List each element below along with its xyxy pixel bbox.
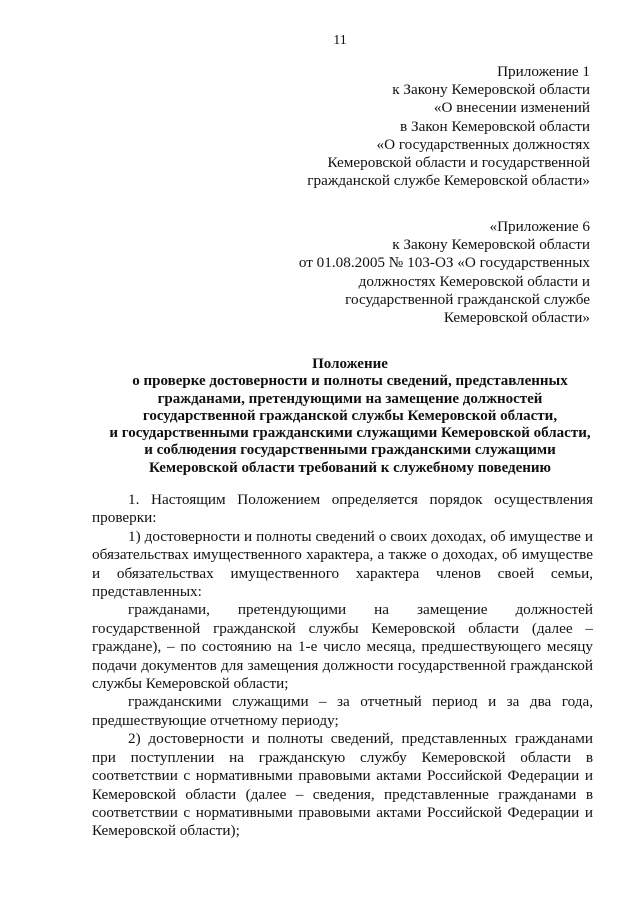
appendix-1-line: Приложение 1 <box>497 63 590 80</box>
appendix-1-line: гражданской службе Кемеровской области» <box>307 172 590 190</box>
page-number: 11 <box>333 33 347 48</box>
appendix-1-line: «О внесении изменений <box>433 99 590 117</box>
appendix-6-line: к Закону Кемеровской области <box>392 236 590 254</box>
title-line: о проверке достоверности и полноты сведений, представленных <box>132 373 568 390</box>
appendix-6-line: от 01.08.2005 № 103-ОЗ «О государственных <box>298 254 590 272</box>
body-paragraph: 1. Настоящим Положением определяется порядок осуществления проверки: <box>92 491 593 527</box>
appendix-1-line: в Закон Кемеровской области <box>400 117 590 135</box>
appendix-1-line: Кемеровской области и государственной <box>327 154 590 172</box>
title-line: и государственными гражданскими служащими Кемеровской области, <box>109 425 591 442</box>
appendix-6-line: государственной гражданской службе <box>345 290 590 308</box>
appendix-6-line: должностях Кемеровской области и <box>358 272 590 290</box>
appendix-1-line: к Закону Кемеровской области <box>392 81 590 99</box>
title-line: государственной гражданской службы Кемеровской области, <box>142 407 558 424</box>
body-paragraph: 2) достоверности и полноты сведений, представленных гражданами при поступлении на гражданскую службу Кемеровской области в соответствии с нормативными правовыми актами Российской Федерации и Кемеровской области (далее – сведения, представленные гражданами в соответствии с нормативными правовыми актами Российской Федерации и Кемеровской области); <box>92 730 593 840</box>
title-line: и соблюдения государственными гражданскими служащими <box>144 442 556 459</box>
appendix-6-line: «Приложение 6 <box>489 218 590 235</box>
body-paragraph: гражданскими служащими – за отчетный период и за два года, предшествующие отчетному периоду; <box>92 693 593 729</box>
appendix-6-line: Кемеровской области» <box>443 309 590 327</box>
body-paragraph: 1) достоверности и полноты сведений о своих доходах, об имуществе и обязательствах имущественного характера, а также о доходах, об имуществе и обязательствах имущественного характера членов своей семьи, представленных: <box>92 527 593 601</box>
appendix-1-line: «О государственных должностях <box>376 135 590 153</box>
title-line: гражданами, претендующими на замещение должностей <box>157 390 543 407</box>
title-line: Положение <box>312 356 388 372</box>
appendix-1-header <box>307 63 590 190</box>
body-paragraph: гражданами, претендующими на замещение должностей государственной гражданской службы Кемеровской области (далее – граждане), – по состоянию на 1-е число месяца, предшествующего месяцу подачи документов для замещения должности государственной гражданской службы Кемеровской области; <box>92 601 593 693</box>
document-title <box>60 356 640 477</box>
document-body <box>92 491 593 841</box>
appendix-6-header <box>299 218 590 327</box>
title-line: Кемеровской области требований к служебному поведению <box>148 459 552 476</box>
